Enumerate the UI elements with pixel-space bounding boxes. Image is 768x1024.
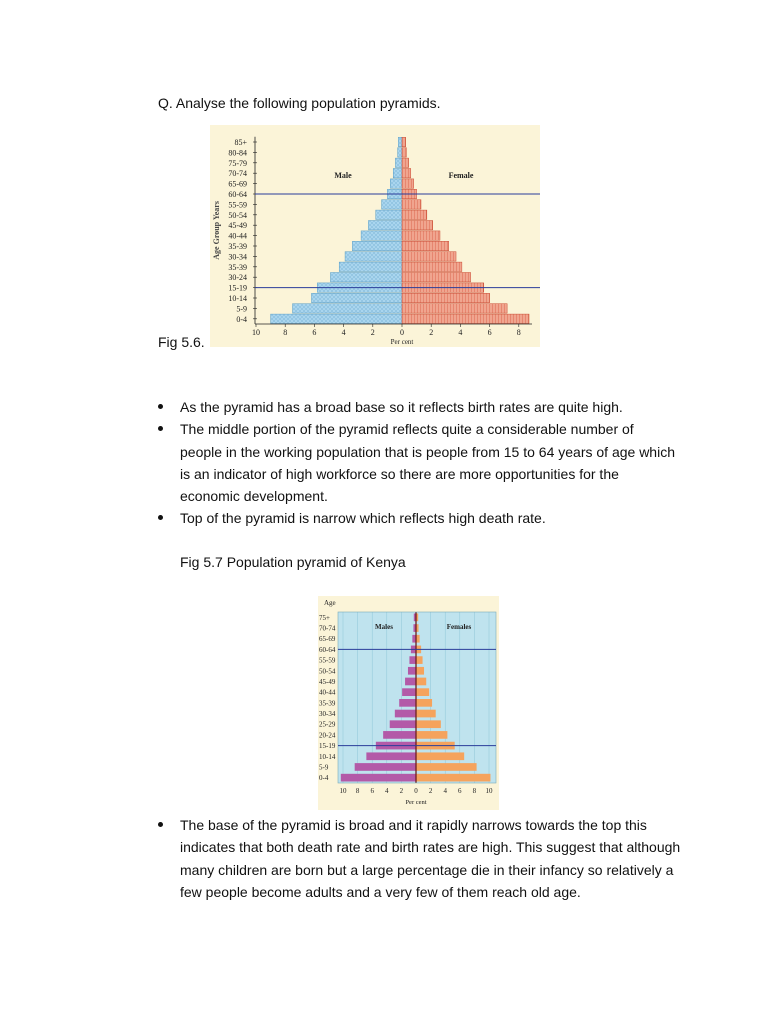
x-axis-title: Per cent <box>405 799 427 806</box>
x-tick-label: 4 <box>443 787 447 795</box>
question-text: Q. Analyse the following population pyramids. <box>158 95 441 111</box>
age-label: 20-24 <box>319 731 336 740</box>
male-bar <box>393 169 402 178</box>
legend-females: Females <box>446 623 472 631</box>
bullet-item: The base of the pyramid is broad and it rapidly narrows towards the top this indicates that both death rate and birth rates are high. This suggest that although many children are born but a large percentage die in their infancy so relatively a few people become adults and a very few of them reach old age. <box>158 814 688 903</box>
female-bar <box>402 231 440 240</box>
bullet-item: The middle portion of the pyramid reflects quite a considerable number of people in the working population that is people from 15 to 64 years of age which is an indicator of high workforce so there are more opportunities for the economic development. <box>158 418 678 507</box>
pyramid-2-svg <box>318 596 499 810</box>
x-tick-label: 2 <box>428 787 433 795</box>
age-axis-title: Age <box>324 599 336 607</box>
x-tick-label: 4 <box>458 328 463 337</box>
age-label: 45-49 <box>319 677 336 686</box>
age-label: 40-44 <box>228 231 247 241</box>
male-bar <box>399 699 416 707</box>
age-label: 70-74 <box>228 169 247 179</box>
age-label: 35-39 <box>228 242 247 251</box>
male-bar <box>409 656 416 664</box>
age-label: 35-39 <box>319 699 336 708</box>
pyramid-1-svg <box>210 125 540 347</box>
x-tick-label: 0 <box>400 328 404 337</box>
female-bar <box>416 678 426 686</box>
female-bar <box>402 148 406 157</box>
age-label: 0-4 <box>236 314 247 324</box>
age-label: 40-44 <box>319 688 336 697</box>
age-label: 45-49 <box>228 221 247 231</box>
age-label: 30-34 <box>228 252 247 262</box>
age-label: 75-79 <box>228 158 247 168</box>
male-bar <box>271 314 402 323</box>
male-bar <box>382 200 402 209</box>
female-bar <box>416 667 424 675</box>
male-bar <box>390 720 416 728</box>
age-label: 15-19 <box>319 742 336 751</box>
y-axis-title: Age Group Years <box>212 201 221 260</box>
female-bar <box>402 241 449 250</box>
age-label: 50-54 <box>228 210 247 220</box>
x-tick-label: 6 <box>487 328 492 337</box>
legend-male: Male <box>334 171 352 180</box>
x-tick-label: 6 <box>458 787 462 795</box>
x-tick-label: 8 <box>516 328 521 337</box>
x-tick-label: 8 <box>283 328 288 337</box>
age-label: 0-4 <box>319 774 329 783</box>
age-label: 35-39 <box>228 262 247 272</box>
age-label: 5-9 <box>236 304 247 314</box>
age-label: 75+ <box>319 613 330 622</box>
female-bar <box>416 699 432 707</box>
female-bar <box>402 158 409 167</box>
age-label: 5-9 <box>319 763 329 772</box>
age-label: 15-19 <box>228 283 247 293</box>
female-bar <box>416 731 447 739</box>
male-bar <box>311 293 402 302</box>
male-bar <box>352 241 402 250</box>
age-label: 10-14 <box>319 752 336 761</box>
female-bar <box>416 720 441 728</box>
male-bar <box>383 731 416 739</box>
female-bar <box>416 752 464 760</box>
age-label: 80-84 <box>228 148 247 158</box>
fig-5-7-caption: Fig 5.7 Population pyramid of Kenya <box>180 554 406 570</box>
x-tick-label: 4 <box>341 328 346 337</box>
male-bar <box>368 221 402 230</box>
bullet-item: As the pyramid has a broad base so it reflects birth rates are quite high. <box>158 396 678 418</box>
analysis-list-2 <box>158 814 688 903</box>
male-bar <box>408 667 416 675</box>
male-bar <box>395 158 402 167</box>
male-bar <box>376 210 402 219</box>
bullet-item: Top of the pyramid is narrow which reflects high death rate. <box>158 507 678 529</box>
x-tick-label: 10 <box>485 787 493 795</box>
x-axis-title: Per cent <box>390 338 414 346</box>
male-bar <box>339 262 402 271</box>
x-tick-label: 10 <box>339 787 347 795</box>
female-bar <box>402 252 456 261</box>
male-bar <box>341 774 416 782</box>
female-bar <box>402 200 421 209</box>
age-label: 30-34 <box>319 710 336 719</box>
female-bar <box>416 763 477 771</box>
age-label: 60-64 <box>319 645 336 654</box>
x-tick-label: 2 <box>429 328 434 337</box>
x-tick-label: 6 <box>312 328 317 337</box>
age-label: 85+ <box>234 138 247 147</box>
legend-female: Female <box>448 171 474 180</box>
fig-5-6-label: Fig 5.6. <box>158 334 205 350</box>
female-bar <box>416 688 429 696</box>
x-tick-label: 4 <box>385 787 389 795</box>
male-bar <box>398 148 402 157</box>
male-bar <box>405 678 416 686</box>
male-bar <box>345 252 402 261</box>
female-bar <box>402 179 414 188</box>
x-tick-label: 2 <box>399 787 404 795</box>
x-tick-label: 10 <box>252 328 260 337</box>
female-bar <box>402 293 490 302</box>
female-bar <box>402 304 507 313</box>
x-tick-label: 6 <box>370 787 374 795</box>
age-label: 10-14 <box>228 294 247 303</box>
female-bar <box>402 137 406 146</box>
female-bar <box>402 221 433 230</box>
age-label: 70-74 <box>319 624 336 633</box>
female-bar <box>402 169 411 178</box>
male-bar <box>293 304 403 313</box>
male-bar <box>395 710 416 718</box>
age-label: 55-59 <box>228 200 247 210</box>
age-label: 30-24 <box>228 273 247 283</box>
x-tick-label: 8 <box>472 787 477 795</box>
age-label: 60-64 <box>228 190 247 199</box>
age-label: 55-59 <box>319 656 336 665</box>
male-bar <box>390 179 402 188</box>
female-bar <box>416 710 436 718</box>
population-pyramid-kenya <box>318 596 499 810</box>
x-tick-label: 2 <box>370 328 375 337</box>
female-bar <box>416 774 490 782</box>
male-bar <box>355 763 416 771</box>
female-bar <box>416 656 423 664</box>
male-bar <box>402 688 416 696</box>
population-pyramid-fig-5-6 <box>210 125 540 347</box>
male-bar <box>366 752 416 760</box>
age-label: 25-29 <box>319 720 336 729</box>
male-bar <box>361 231 402 240</box>
x-tick-label: 0 <box>414 787 418 795</box>
female-bar <box>402 210 427 219</box>
female-bar <box>402 314 529 323</box>
male-bar <box>398 137 402 146</box>
age-label: 65-69 <box>319 635 336 644</box>
male-bar <box>330 273 402 282</box>
x-tick-label: 8 <box>355 787 360 795</box>
legend-males: Males <box>375 623 393 631</box>
age-label: 50-54 <box>319 667 336 676</box>
female-bar <box>402 262 462 271</box>
age-label: 65-69 <box>228 179 247 189</box>
female-bar <box>402 273 471 282</box>
analysis-list-1 <box>158 396 678 530</box>
